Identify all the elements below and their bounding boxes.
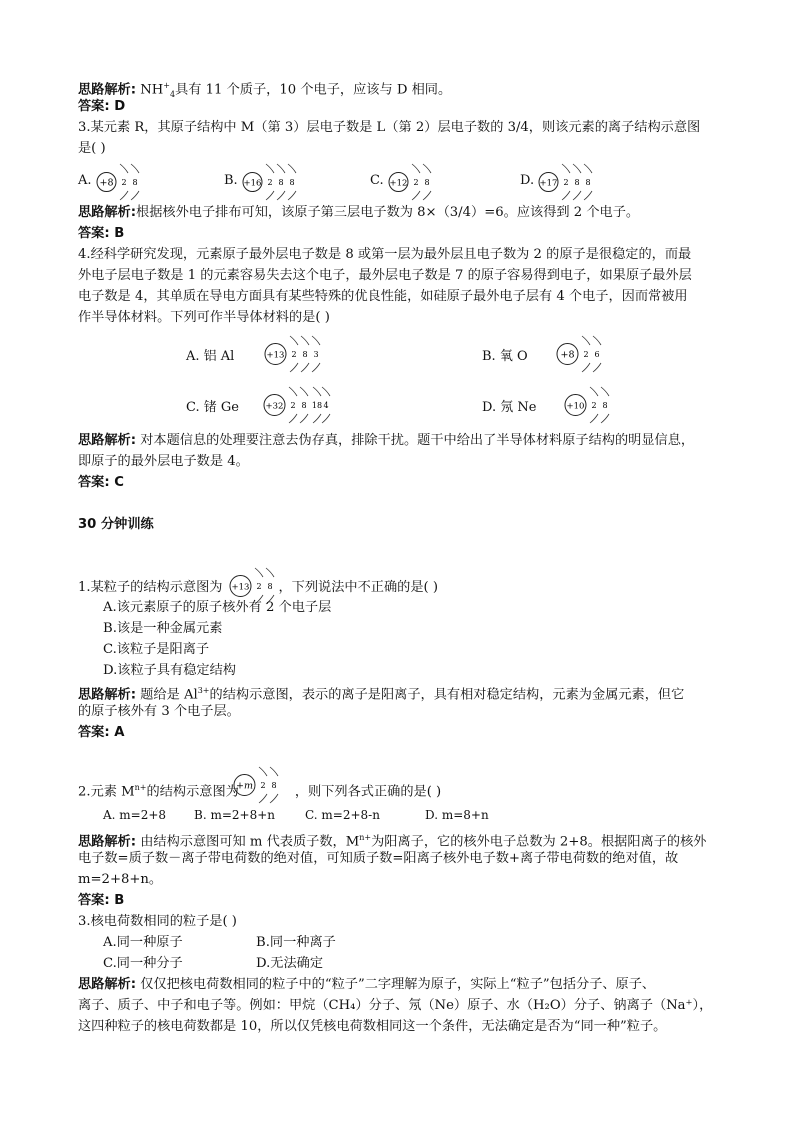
shell-arc-bottom	[300, 414, 308, 423]
q3-option-d-label: D.	[520, 173, 535, 188]
shell-electron-count: 3	[313, 350, 319, 359]
t2-stem: 2.元素 $M^{n+}$的结构示意图为 ，则下列各式正确的是( )	[78, 783, 442, 800]
shell-arc-top	[277, 164, 285, 173]
nucleus-charge: +8	[99, 177, 114, 189]
t3-stem: 3.核电荷数相同的粒子是( )	[78, 914, 237, 929]
shell-arc-bottom	[266, 191, 274, 200]
shell-arc-bottom	[312, 363, 320, 372]
q3-answer: 答案: B	[78, 226, 125, 241]
shell-electron-count: 2	[121, 178, 127, 187]
q4-option-a-diagram	[263, 331, 335, 377]
q2-analysis: 思路解析: $NH^+_4$具有 11 个质子，10 个电子，应该与 D 相同。	[78, 81, 452, 100]
shell-electron-count: 2	[291, 350, 297, 359]
t3-analysis-line-1: 思路解析: 仅仅把核电荷数相同的粒子中的“粒子”二字理解为原子，实际上“粒子”包括分子、原子、	[78, 977, 656, 992]
shell-arc-bottom	[259, 794, 267, 803]
shell-arc-top	[593, 336, 601, 345]
q4-stem-line-1: 4.经科学研究发现，元素原子最外层电子数是 8 或第一层为最外层且电子数为 2 的原子是很稳定的，而最	[78, 247, 692, 262]
q4-option-b-label: B. 氧 O	[482, 349, 528, 364]
q3-stem-line-2: 是( )	[78, 141, 106, 156]
shell-electron-count: 2	[583, 350, 589, 359]
q3-option-b-diagram	[241, 159, 311, 205]
shell-electron-count: 8	[301, 401, 307, 410]
t2-option-d: D. m=8+n	[425, 808, 489, 822]
nucleus-charge: +m	[236, 780, 253, 792]
shell-arc-bottom	[593, 363, 601, 372]
shell-arc-top	[301, 336, 309, 345]
shell-electron-count: 8	[302, 350, 308, 359]
t1-stem: 1.某粒子的结构示意图为 ，下列说法中不正确的是( )	[78, 580, 439, 595]
q3-option-d-diagram	[537, 159, 607, 205]
q3-option-a-diagram	[95, 159, 154, 205]
shell-arc-top	[290, 336, 298, 345]
q4-answer: 答案: C	[78, 475, 124, 490]
shell-arc-bottom	[120, 191, 128, 200]
shell-arc-bottom	[270, 794, 278, 803]
shell-arc-top	[300, 387, 308, 396]
shell-electron-count: 2	[563, 178, 569, 187]
shell-electron-count: 8	[424, 178, 430, 187]
shell-electron-count: 8	[271, 781, 277, 790]
t1-option-c: C.该粒子是阳离子	[103, 642, 210, 657]
nucleus-charge: +16	[243, 178, 262, 189]
shell-arc-bottom	[277, 191, 285, 200]
q4-option-c-label: C. 锗 Ge	[186, 400, 239, 415]
shell-arc-top	[582, 336, 590, 345]
q2-answer: 答案: D	[78, 99, 126, 114]
q3-option-a-label: A.	[78, 173, 92, 188]
t2-analysis-line-2: 电子数=质子数－离子带电荷数的绝对值，可知质子数=阳离子核外电子数+离子带电荷数的绝对值，故	[78, 851, 679, 866]
shell-electron-count: 2	[256, 582, 262, 591]
shell-electron-count: 18	[311, 401, 323, 410]
shell-arc-top	[255, 568, 263, 577]
nucleus-charge: +8	[560, 349, 575, 361]
shell-arc-bottom	[573, 191, 581, 200]
shell-arc-top	[412, 164, 420, 173]
q4-option-b-diagram	[555, 331, 616, 377]
t2-option-b: B. m=2+8+n	[194, 808, 275, 822]
shell-arc-top	[259, 767, 267, 776]
shell-arc-bottom	[584, 191, 592, 200]
shell-arc-bottom	[590, 414, 598, 423]
shell-arc-top	[120, 164, 128, 173]
t3-option-d: D.无法确定	[256, 956, 324, 971]
shell-arc-top	[131, 164, 139, 173]
shell-electron-count: 8	[289, 178, 295, 187]
t1-analysis-line-1: 思路解析: 题给是 $Al^{3+}$的结构示意图，表示的离子是阳离子，具有相对稳定结构，元素为金属元素，但它	[78, 686, 685, 703]
shell-electron-count: 2	[591, 401, 597, 410]
q4-stem-line-3: 电子数是 4，其单质在导电方面具有某些特殊的优良性能，如硅原子最外电子层有 4 个电子，因而常被用	[78, 289, 688, 304]
q4-stem-line-4: 作半导体材料。下列可作半导体材料的是( )	[78, 310, 330, 325]
t3-analysis-line-3: 这四种粒子的核电荷数都是 10，所以仅凭核电荷数相同这一个条件，无法确定是否为“同一种”粒子。	[78, 1019, 667, 1034]
t2-analysis-line-1: 思路解析: 由结构示意图可知 m 代表质子数，$M^{n+}$为阳离子，它的核外电子总数为 2+8。根据阳离子的核外	[78, 833, 707, 850]
shell-arc-top	[322, 387, 330, 396]
q4-option-a-label: A. 铝 Al	[186, 349, 235, 364]
t3-option-b: B.同一种离子	[256, 935, 336, 950]
shell-electron-count: 8	[585, 178, 591, 187]
t2-analysis-line-3: m=2+8+n。	[78, 872, 163, 887]
nucleus-charge: +13	[266, 350, 285, 361]
t3-analysis-line-2: 离子、质子、中子和电子等。例如：甲烷（CH₄）分子、氖（Ne）原子、水（H₂O）分子、钠离子（Na⁺），	[78, 998, 713, 1013]
nucleus-charge: +10	[566, 401, 585, 412]
shell-arc-bottom	[423, 191, 431, 200]
shell-arc-top	[289, 387, 297, 396]
nucleus-charge: +32	[265, 401, 284, 412]
shell-electron-count: 2	[290, 401, 296, 410]
shell-arc-top	[266, 164, 274, 173]
q4-analysis-line-1: 思路解析: 对本题信息的处理要注意去伪存真，排除干扰。题干中给出了半导体材料原子结构的明显信息，	[78, 433, 695, 448]
shell-arc-bottom	[313, 414, 321, 423]
q3-analysis: 思路解析:根据核外电子排布可知，该原子第三层电子数为 8×（3/4）=6。应该得到 2 个电子。	[78, 205, 640, 220]
nucleus-charge: +17	[539, 178, 558, 189]
shell-arc-top	[562, 164, 570, 173]
shell-electron-count: 8	[267, 582, 273, 591]
q4-option-d-diagram	[563, 382, 624, 428]
t2-answer: 答案: B	[78, 893, 125, 908]
shell-arc-bottom	[131, 191, 139, 200]
t3-option-a: A.同一种原子	[103, 935, 183, 950]
q4-analysis-line-2: 即原子的最外层电子数是 4。	[78, 454, 249, 469]
shell-arc-bottom	[290, 363, 298, 372]
shell-electron-count: 8	[132, 178, 138, 187]
t3-option-c: C.同一种分子	[103, 956, 183, 971]
shell-arc-bottom	[288, 191, 296, 200]
q3-option-c-diagram	[387, 159, 446, 205]
t1-option-d: D.该粒子具有稳定结构	[103, 663, 236, 678]
q3-stem-line-1: 3.某元素 R，其原子结构中 M（第 3）层电子数是 L（第 2）层电子数的 3/4，则该元素的离子结构示意图	[78, 120, 701, 135]
t1-analysis-line-2: 的原子核外有 3 个电子层。	[78, 704, 240, 719]
shell-arc-top	[266, 568, 274, 577]
t2-option-a: A. m=2+8	[103, 808, 167, 822]
t2-ion-diagram	[232, 762, 293, 808]
shell-arc-top	[573, 164, 581, 173]
shell-arc-top	[288, 164, 296, 173]
t1-option-b: B.该是一种金属元素	[103, 621, 223, 636]
shell-electron-count: 8	[278, 178, 284, 187]
shell-arc-top	[270, 767, 278, 776]
t1-option-a: A.该元素原子的原子核外有 2 个电子层	[103, 600, 332, 615]
shell-arc-top	[423, 164, 431, 173]
shell-arc-top	[601, 387, 609, 396]
t1-answer: 答案: A	[78, 725, 125, 740]
shell-arc-top	[312, 336, 320, 345]
shell-arc-top	[590, 387, 598, 396]
shell-arc-bottom	[289, 414, 297, 423]
t2-option-c: C. m=2+8-n	[305, 808, 380, 822]
shell-arc-bottom	[412, 191, 420, 200]
q3-option-c-label: C.	[370, 173, 384, 188]
q4-option-d-label: D. 氖 Ne	[482, 400, 537, 415]
shell-electron-count: 2	[260, 781, 266, 790]
shell-arc-top	[584, 164, 592, 173]
shell-arc-top	[313, 387, 321, 396]
section-title: 30 分钟训练	[78, 517, 154, 532]
q4-stem-line-2: 外电子层电子数是 1 的元素容易失去这个电子，最外层电子数是 7 的原子容易得到电子，如果原子最外层	[78, 268, 692, 283]
nucleus-charge: +12	[389, 178, 408, 189]
shell-electron-count: 4	[323, 401, 329, 410]
q4-option-c-diagram	[262, 382, 345, 428]
shell-electron-count: 6	[594, 350, 600, 359]
shell-electron-count: 8	[602, 401, 608, 410]
shell-arc-bottom	[562, 191, 570, 200]
shell-arc-bottom	[582, 363, 590, 372]
nucleus-charge: +13	[231, 582, 250, 593]
shell-arc-bottom	[322, 414, 330, 423]
shell-electron-count: 2	[413, 178, 419, 187]
shell-electron-count: 2	[267, 178, 273, 187]
shell-arc-bottom	[301, 363, 309, 372]
q3-option-b-label: B.	[224, 173, 238, 188]
shell-arc-bottom	[601, 414, 609, 423]
shell-electron-count: 8	[574, 178, 580, 187]
